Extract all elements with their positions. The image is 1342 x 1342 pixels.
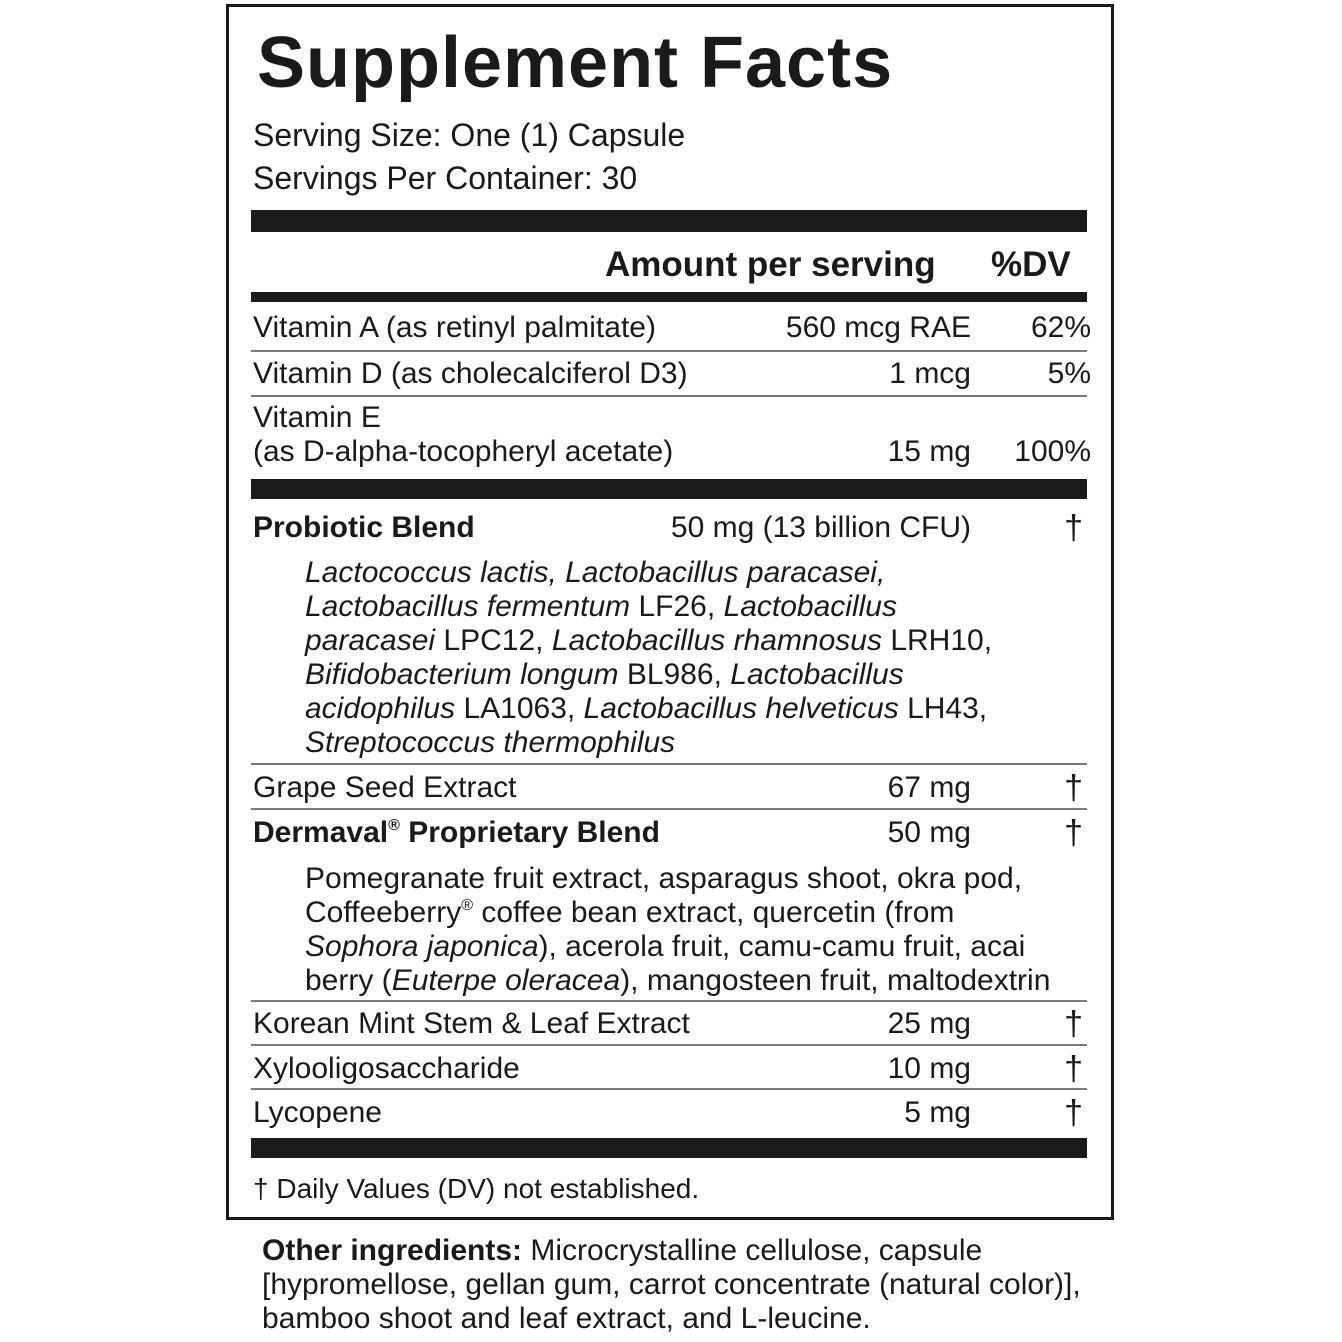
nutrient-dv: 100% [1014,435,1091,468]
strain-code: LA1063, [455,692,584,725]
ingredient-species: Sophora japonica [305,930,539,963]
ingredient-text: coffee bean extract, quercetin (from [473,896,955,929]
nutrient-name: Xylooligosaccharide [253,1052,520,1085]
nutrient-name: Vitamin A (as retinyl palmitate) [253,311,656,344]
row-divider [251,1044,1087,1046]
nutrient-dv: 62% [1030,311,1091,344]
dagger: † [1064,1005,1083,1043]
ingredient-text: berry ( [305,964,392,997]
strain-code: LRH10, [882,624,993,657]
dagger: † [1064,1094,1083,1132]
nutrient-name: Probiotic Blend [253,511,475,544]
strain-text: Bifidobacterium longum [305,658,619,691]
ingredient-line: Pomegranate fruit extract, asparagus shoot, okra pod, [305,862,1023,895]
dv-header: %DV [991,245,1071,284]
strain-text: Lactobacillus helveticus [583,692,899,725]
registered-mark: ® [388,817,400,834]
nutrient-name: Vitamin D (as cholecalciferol D3) [253,357,688,390]
ingredient-text: ), mangosteen fruit, maltodextrin [620,964,1051,997]
servings-per-container: Servings Per Container: 30 [253,160,638,196]
supplement-facts-panel [226,4,1114,1220]
ingredient-text: ), acerola fruit, camu-camu fruit, acai [538,930,1026,963]
other-ingredients-label: Other ingredients: [262,1234,523,1267]
strain-code: LH43, [898,692,988,725]
nutrient-name: Grape Seed Extract [253,771,517,804]
thick-divider [251,479,1087,499]
nutrient-amount: 10 mg [887,1052,971,1085]
nutrient-amount: 67 mg [887,771,971,804]
probiotic-strains [305,556,1095,760]
ingredient-text: Coffeeberry [305,896,462,929]
dagger: † [1064,814,1083,852]
strain-text: Lactobacillus fermentum [305,590,631,623]
dagger: † [1064,769,1083,807]
strain-text: Lactobacillus [723,590,897,623]
nutrient-name: Vitamin E [253,401,381,434]
strain-code: LF26, [630,590,724,623]
strain-text: Lactobacillus rhamnosus [551,624,882,657]
row-divider [251,808,1087,810]
thick-divider [251,210,1087,232]
dv-footnote: † Daily Values (DV) not established. [253,1173,700,1204]
other-ingredients [262,1234,1082,1336]
dagger: † [1064,509,1083,547]
row-divider [251,763,1087,765]
amount-header: Amount per serving [605,245,936,284]
panel-title: Supplement Facts [257,23,894,103]
dermaval-ingredients [305,862,1095,998]
row-divider [251,1088,1087,1090]
row-divider [251,395,1087,397]
nutrient-amount: 1 mcg [889,357,971,390]
nutrient-amount: 50 mg [887,816,971,849]
nutrient-amount: 15 mg [887,435,971,468]
serving-size: Serving Size: One (1) Capsule [253,117,686,153]
thick-divider [251,1138,1087,1158]
nutrient-amount: 50 mg (13 billion CFU) [670,511,971,544]
blend-name: Proprietary Blend [399,816,660,849]
registered-mark: ® [461,897,473,914]
nutrient-amount: 25 mg [887,1007,971,1040]
nutrient-name-detail: (as D-alpha-tocopheryl acetate) [253,435,674,468]
nutrient-name [253,814,660,852]
header-divider [251,292,1087,302]
strain-text: Streptococcus thermophilus [305,726,676,759]
strain-text: paracasei [305,624,436,657]
nutrient-amount: 5 mg [904,1096,971,1129]
row-divider [251,350,1087,352]
blend-brand: Dermaval [253,816,389,849]
ingredient-species: Euterpe oleracea [391,964,621,997]
nutrient-dv: 5% [1047,357,1091,390]
nutrient-name: Korean Mint Stem & Leaf Extract [253,1007,690,1040]
strain-text: acidophilus [305,692,456,725]
strain-text: Lactococcus lactis, Lactobacillus paracasei, [305,556,886,589]
row-divider [251,1000,1087,1002]
strain-text: Lactobacillus [730,658,904,691]
dagger: † [1064,1050,1083,1088]
nutrient-name: Lycopene [253,1096,382,1129]
strain-code: LPC12, [435,624,552,657]
strain-code: BL986, [618,658,731,691]
nutrient-amount: 560 mcg RAE [785,311,971,344]
other-ingredients-text: Microcrystalline cellulose, capsule [hypromellose, gellan gum, carrot concentrate (natural color)], bamboo shoot and leaf extract, and L-leucine. [262,1234,1081,1335]
